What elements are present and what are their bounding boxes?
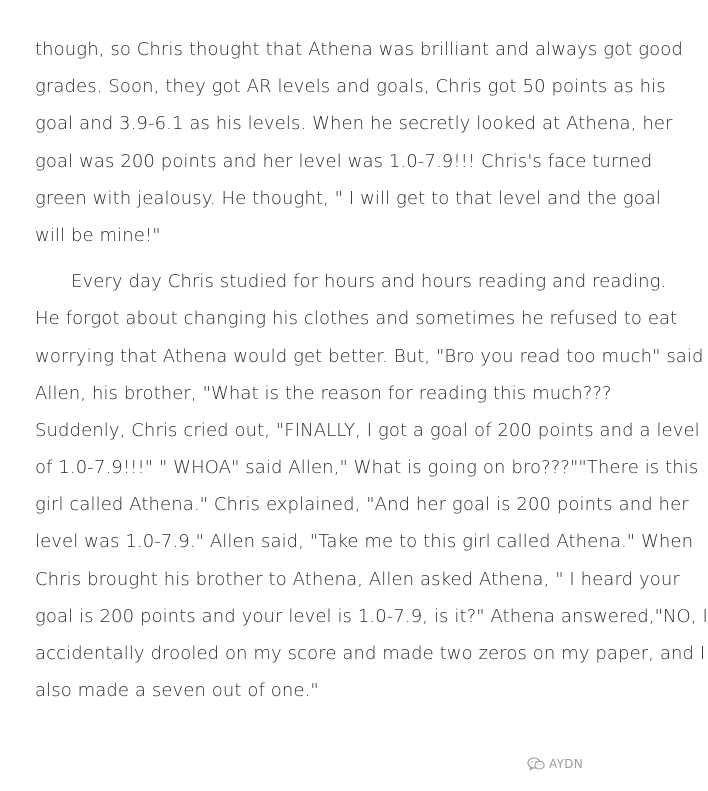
- text-line: Every day Chris studied for hours and hours reading and reading.: [71, 271, 667, 293]
- story-text: [35, 31, 708, 709]
- wechat-icon: [527, 757, 545, 771]
- paragraph-1: [35, 31, 683, 254]
- paragraph-gap: [35, 254, 576, 263]
- text-line: green with jealousy. He thought, " I will get to that level and the goal: [35, 187, 661, 209]
- text-line: of 1.0-7.9!!!" " WHOA" said Allen," What is going on bro???""There is this: [35, 457, 699, 479]
- text-line: Allen, his brother, "What is the reason for reading this much???: [35, 382, 612, 404]
- text-line: will be mine!": [35, 224, 161, 246]
- text-line: also made a seven out of one.": [35, 680, 319, 702]
- text-line: though, so Chris thought that Athena was brilliant and always got good: [35, 39, 683, 60]
- paragraph-2: [35, 263, 708, 709]
- text-line: goal and 3.9-6.1 as his levels. When he secretly looked at Athena, her: [35, 113, 673, 135]
- watermark-label: AYDN: [549, 757, 584, 771]
- text-line: accidentally drooled on my score and made two zeros on my paper, and I: [35, 643, 706, 664]
- text-line: goal was 200 points and her level was 1.0-7.9!!! Chris's face turned: [35, 150, 653, 172]
- text-line: level was 1.0-7.9." Allen said, "Take me to this girl called Athena." When: [35, 531, 694, 553]
- text-line: grades. Soon, they got AR levels and goals, Chris got 50 points as his: [35, 76, 666, 98]
- text-line: worrying that Athena would get better. But, "Bro you read too much" said: [35, 345, 704, 367]
- text-line: Chris brought his brother to Athena, Allen asked Athena, " I heard your: [35, 568, 680, 590]
- text-line: Suddenly, Chris cried out, "FINALLY, I got a goal of 200 points and a level: [35, 419, 700, 441]
- watermark: [527, 757, 583, 771]
- text-line: goal is 200 points and your level is 1.0-7.9, is it?" Athena answered,"NO, I: [35, 605, 708, 627]
- text-line: He forgot about changing his clothes and sometimes he refused to eat: [35, 308, 678, 330]
- text-line: girl called Athena." Chris explained, "And her goal is 200 points and her: [35, 494, 689, 516]
